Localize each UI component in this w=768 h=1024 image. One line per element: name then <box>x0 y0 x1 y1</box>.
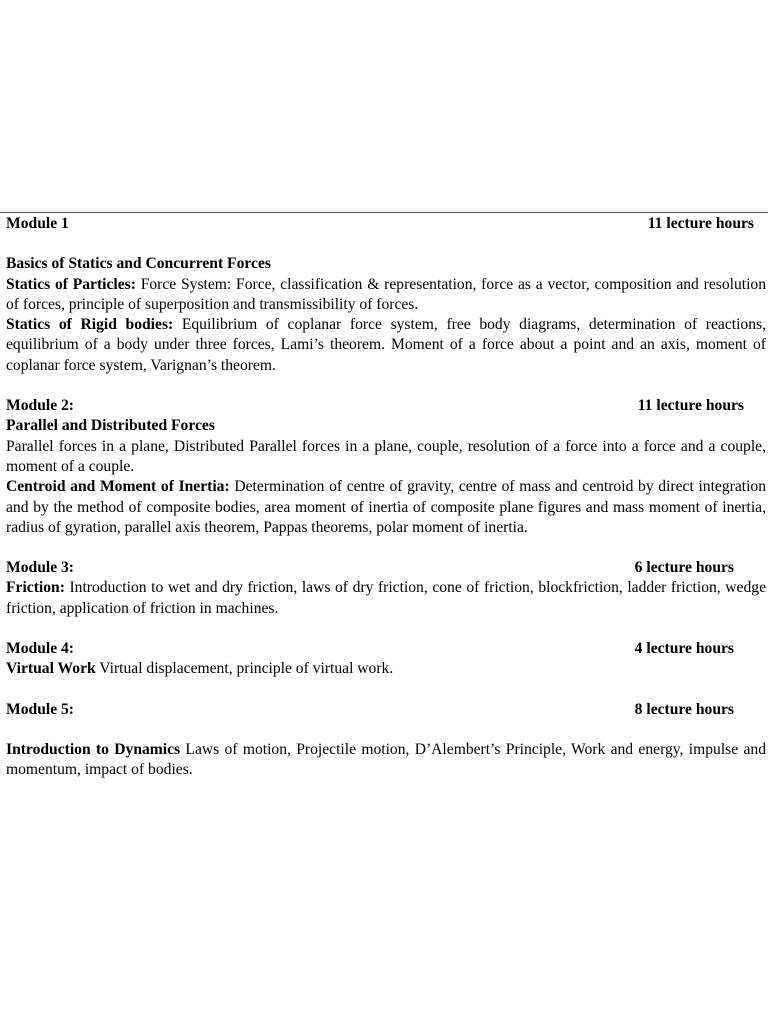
paragraph-term: Centroid and Moment of Inertia: <box>6 478 230 496</box>
module-2-header <box>6 396 766 416</box>
paragraph-text: Determination of centre of gravity, centre of mass and centroid by direct integration and by the method of composite bodies, area moment of inertia of composite plane figures and mass moment of inertia, radius of gyration, parallel axis theorem, Pappas theorems, polar moment of inertia. <box>6 478 766 536</box>
paragraph-term: Statics of Rigid bodies: <box>6 316 174 334</box>
paragraph-text: Virtual displacement, principle of virtual work. <box>95 660 394 678</box>
module-label: Module 4: <box>6 640 75 658</box>
module-label: Module 1 <box>6 215 69 232</box>
lecture-hours: 4 lecture hours <box>634 640 734 658</box>
module-3-header <box>6 558 766 578</box>
paragraph <box>6 315 766 376</box>
paragraph <box>6 578 766 619</box>
module-4-header <box>6 639 766 659</box>
paragraph <box>6 275 766 316</box>
lecture-hours: 11 lecture hours <box>637 397 744 415</box>
paragraph-term: Friction: <box>6 579 65 597</box>
top-divider <box>0 212 768 213</box>
module-5-header <box>6 700 766 720</box>
lecture-hours: 6 lecture hours <box>634 559 734 577</box>
paragraph <box>6 659 766 679</box>
paragraph-term: Introduction to Dynamics <box>6 740 181 758</box>
paragraph <box>6 740 766 781</box>
module-1-title: Basics of Statics and Concurrent Forces <box>6 255 271 273</box>
module-label: Module 3: <box>6 559 75 577</box>
paragraph-term: Statics of Particles: <box>6 275 136 293</box>
module-2-title: Parallel and Distributed Forces <box>6 417 215 435</box>
paragraph-text: Force System: Force, classification & representation, force as a vector, composition and resolution of forces, principle of superposition and transmissibility of forces. <box>6 275 766 313</box>
paragraph-text: Equilibrium of coplanar force system, free body diagrams, determination of reactions, equilibrium of a body under three forces, Lami’s theorem. Moment of a force about a point and an axis, moment of coplanar force system, Varignan’s theorem. <box>6 316 766 374</box>
module-label: Module 5: <box>6 700 75 718</box>
lecture-hours: 11 lecture hours <box>647 215 754 232</box>
paragraph: Parallel forces in a plane, Distributed Parallel forces in a plane, couple, resolution of a force into a force and a couple, moment of a couple. <box>6 437 766 475</box>
paragraph-text: Introduction to wet and dry friction, laws of dry friction, cone of friction, blockfriction, ladder friction, wedge friction, application of friction in machines. <box>6 579 766 617</box>
paragraph-text: Laws of motion, Projectile motion, D’Alembert’s Principle, Work and energy, impulse and momentum, impact of bodies. <box>6 740 766 779</box>
lecture-hours: 8 lecture hours <box>634 700 734 718</box>
syllabus-content <box>6 214 766 781</box>
paragraph-term: Virtual Work <box>6 660 96 678</box>
module-1-header <box>6 214 766 234</box>
module-label: Module 2: <box>6 397 75 415</box>
paragraph <box>6 477 766 538</box>
